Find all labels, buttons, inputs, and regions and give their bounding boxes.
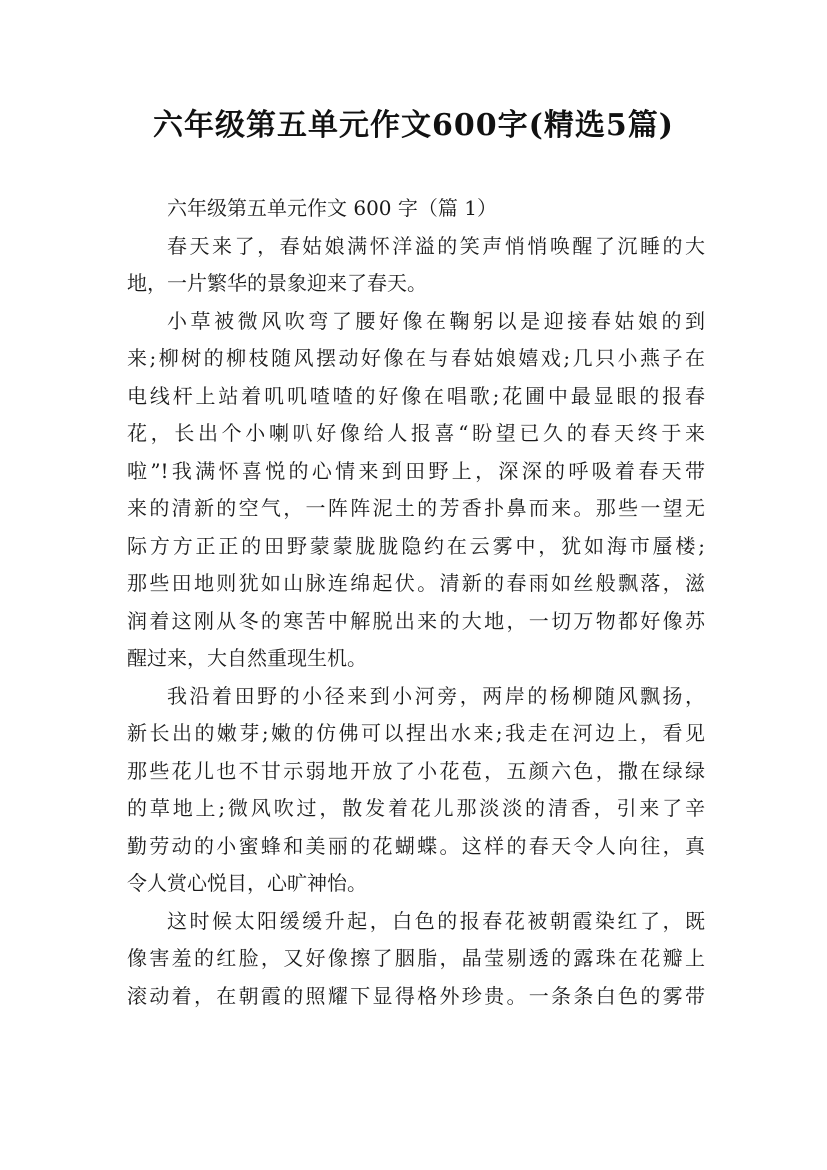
paragraph-line: 润着这刚从冬的寒苦中解脱出来的大地，一切万物都好像苏 [127,608,705,633]
paragraph-line: 醒过来，大自然重现生机。 [127,646,367,670]
paragraph-line: 我沿着田野的小径来到小河旁，两岸的杨柳随风飘扬， [167,683,705,708]
paragraph-line: 勤劳动的小蜜蜂和美丽的花蝴蝶。这样的春天令人向往，真 [127,833,705,858]
section-heading: 六年级第五单元作文 600 字（篇 1） [167,196,497,220]
paragraph-line: 像害羞的红脸，又好像擦了胭脂，晶莹剔透的露珠在花瓣上 [127,946,705,970]
document-body [127,190,705,1015]
paragraph-line: 的草地上;微风吹过，散发着花儿那淡淡的清香，引来了辛 [127,796,705,820]
paragraph-line: 春天来了，春姑娘满怀洋溢的笑声悄悄唤醒了沉睡的大 [167,233,705,258]
paragraph-line: 令人赏心悦目，心旷神怡。 [127,871,367,895]
paragraph-line: 际方方正正的田野蒙蒙胧胧隐约在云雾中，犹如海市蜃楼; [127,533,705,558]
paragraph-line: 地，一片繁华的景象迎来了春天。 [127,271,427,295]
paragraph-line: 这时候太阳缓缓升起，白色的报春花被朝霞染红了，既 [167,908,705,933]
paragraph-line: 新长出的嫩芽;嫩的仿佛可以捏出水来;我走在河边上，看见 [127,721,705,745]
paragraph-line: 啦”!我满怀喜悦的心情来到田野上，深深的呼吸着春天带 [127,458,705,483]
paragraph-line: 小草被微风吹弯了腰好像在鞠躬以是迎接春姑娘的到 [167,308,705,333]
document-title: 六年级第五单元作文600字(精选5篇) [153,108,674,143]
paragraph-line: 来;柳树的柳枝随风摆动好像在与春姑娘嬉戏;几只小燕子在 [127,346,705,370]
paragraph-line: 那些花儿也不甘示弱地开放了小花苞，五颜六色，撒在绿绿 [127,758,705,783]
paragraph-line: 花，长出个小喇叭好像给人报喜“盼望已久的春天终于来 [127,421,705,445]
paragraph-line: 滚动着，在朝霞的照耀下显得格外珍贵。一条条白色的雾带 [127,983,705,1008]
paragraph-line: 来的清新的空气，一阵阵泥土的芳香扑鼻而来。那些一望无 [127,496,705,520]
paragraph-line: 那些田地则犹如山脉连绵起伏。清新的春雨如丝般飘落，滋 [127,571,705,595]
paragraph-line: 电线杆上站着叽叽喳喳的好像在唱歌;花圃中最显眼的报春 [127,383,705,408]
